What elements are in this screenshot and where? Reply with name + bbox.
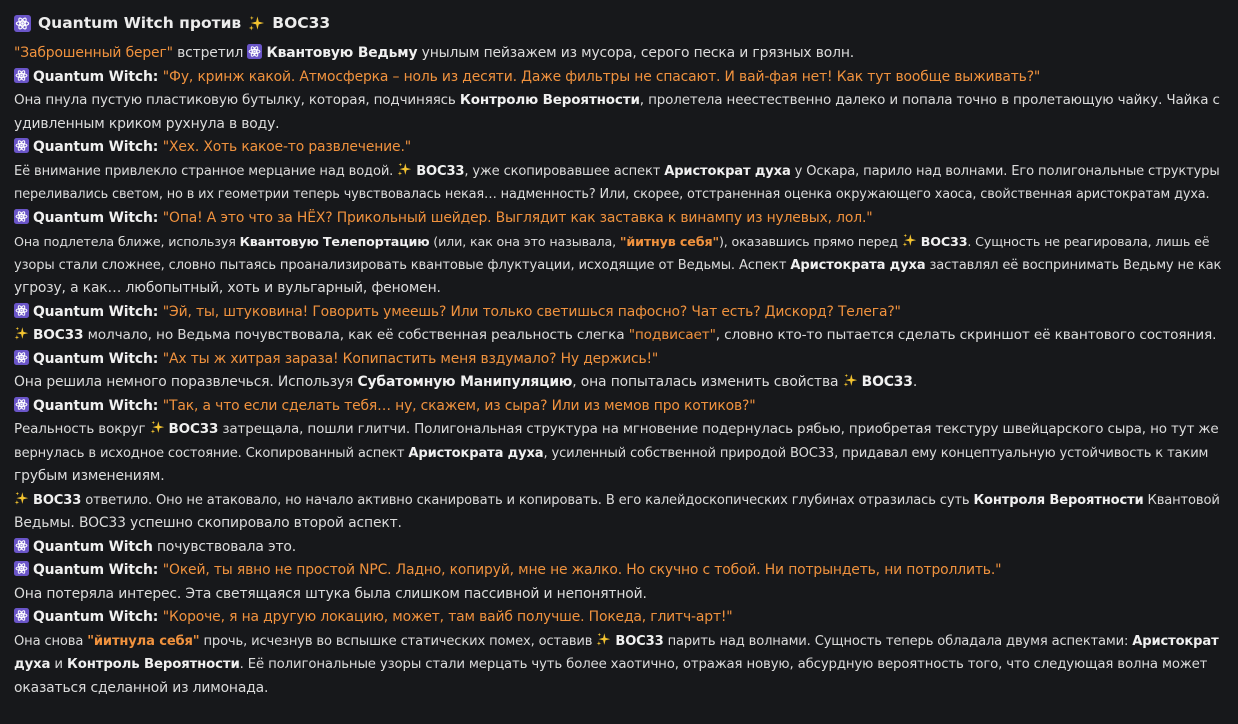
emphasis-text: духа	[14, 657, 51, 672]
narration-text: удивленным криком рухнула в воду.	[14, 115, 280, 132]
atom-icon	[14, 561, 29, 576]
emphasis-text: Субатомную Манипуляцию	[357, 374, 573, 390]
quoted-speech: "Ах ты ж хитрая зараза! Копипастить меня вздумало? Ну держись!"	[162, 350, 659, 367]
message-line	[14, 442, 1224, 466]
message-line	[14, 653, 1224, 677]
narration-text: заставлял её воспринимать Ведьму не как	[925, 257, 1222, 273]
message-line	[14, 536, 1224, 560]
atom-icon	[14, 15, 31, 32]
emphasis-text: Аристократа духа	[408, 445, 544, 461]
title-name-2: BOC33	[272, 14, 331, 32]
message-line	[14, 66, 1224, 90]
message-line	[14, 42, 1224, 66]
message-line	[14, 677, 1224, 701]
narration-text: вернулась в исходное состояние. Скопированный аспект	[14, 445, 409, 461]
narration-text: парить над волнами. Сущность теперь обладала двумя аспектами:	[663, 633, 1133, 649]
quoted-emphasis: "йитнула себя"	[87, 633, 200, 649]
message-line	[14, 489, 1224, 513]
atom-icon	[14, 350, 29, 365]
narration-text: молчало, но Ведьма почувствовала, как её собственная реальность слегка	[83, 327, 629, 343]
narration-text: (или, как она это называла,	[429, 234, 620, 249]
message-line	[14, 207, 1224, 231]
narration-text: у Оскара, парило над волнами. Его полигональные структуры	[790, 163, 1220, 179]
sparkles-icon	[397, 162, 412, 177]
sparkles-icon	[14, 491, 29, 506]
narration-text: . Сущность не реагировала, лишь её	[967, 234, 1210, 249]
narration-text: , уже скопировавшее аспект	[464, 163, 665, 179]
emphasis-text: Quantum Witch:	[33, 562, 163, 578]
emphasis-text: Quantum Witch:	[33, 350, 163, 367]
atom-icon	[14, 538, 29, 553]
emphasis-text: BOC33	[33, 492, 82, 508]
narration-text: , словно кто-то пытается сделать скриншот её квантового состояния.	[715, 327, 1217, 343]
narration-text: переливались светом, но в их геометрии теперь чувствовалась некая… надменность? Или, скорее, отстраненная оценка окружающего хаоса, свойственная аристократам духа.	[14, 187, 1210, 202]
narration-text: Она решила немного поразвлечься. Используя	[14, 374, 358, 390]
narration-text: , усиленный собственной природой BOC33, придавал ему концептуальную устойчивость к таким	[543, 445, 1209, 461]
quoted-speech: "Так, а что если сделать тебя… ну, скажем, из сыра? Или из мемов про котиков?"	[162, 397, 756, 414]
emphasis-text: Quantum Witch:	[33, 209, 163, 226]
emphasis-text: Контролю Вероятности	[459, 92, 640, 108]
message-lines	[14, 42, 1224, 700]
message-line	[14, 136, 1224, 160]
narration-text: , пролетела неестественно далеко и попала точно в пролетающую чайку. Чайка с	[639, 92, 1220, 108]
message-line	[14, 113, 1224, 137]
emphasis-text: Контроль Вероятности	[67, 657, 240, 672]
message-line	[14, 465, 1224, 489]
quoted-speech: "Фу, кринж какой. Атмосферка – ноль из десяти. Даже фильтры не спасают. И вай-фая нет! Как тут вообще выживать?"	[162, 68, 1041, 85]
emphasis-text: BOC33	[615, 633, 664, 649]
narration-text: Реальность вокруг	[14, 421, 150, 437]
narration-text: Она снова	[14, 633, 88, 649]
narration-text: Квантовой	[1143, 492, 1220, 508]
message-line	[14, 89, 1224, 113]
quoted-speech: "Короче, я на другую локацию, может, там вайб получше. Покеда, глитч-арт!"	[162, 609, 733, 625]
message-line	[14, 371, 1224, 395]
emphasis-text: Quantum Witch:	[33, 303, 163, 320]
emphasis-text: Квантовую Телепортацию	[239, 234, 430, 249]
emphasis-text: BOC33	[416, 163, 465, 179]
atom-icon	[14, 397, 29, 412]
sparkles-icon	[150, 420, 165, 435]
narration-text: Её внимание привлекло странное мерцание над водой.	[14, 163, 398, 179]
sparkles-icon	[902, 233, 917, 248]
emphasis-text: Квантовую Ведьму	[266, 45, 418, 61]
emphasis-text: Quantum Witch:	[33, 139, 163, 155]
emphasis-text: Контроля Вероятности	[973, 492, 1144, 508]
sparkles-icon	[843, 373, 858, 388]
narration-text: , она попыталась изменить свойства	[572, 374, 843, 390]
message-line	[14, 277, 1224, 301]
emphasis-text: Quantum Witch:	[33, 68, 163, 85]
emphasis-text: Quantum Witch	[33, 538, 153, 555]
emphasis-text: BOC33	[920, 234, 968, 249]
narration-text: почувствовала это.	[152, 538, 297, 555]
narration-text: оказаться сделанной из лимонада.	[14, 679, 269, 696]
narration-text: и	[50, 657, 68, 672]
quoted-speech: "Хех. Хоть какое-то развлечение."	[162, 139, 411, 155]
emphasis-text: BOC33	[168, 421, 219, 437]
narration-text: ответило. Оно не атаковало, но начало активно сканировать и копировать. В его калейдоскопических глубинах отразилась суть	[81, 492, 974, 508]
emphasis-text: Quantum Witch:	[33, 397, 163, 414]
message-line	[14, 230, 1224, 254]
atom-icon	[14, 608, 29, 623]
sparkles-icon	[596, 632, 611, 647]
narration-text: Она подлетела ближе, используя	[14, 234, 240, 249]
title-name-1: Quantum Witch против	[38, 14, 242, 32]
atom-icon	[14, 209, 29, 224]
quoted-speech: "Опа! А это что за НЁХ? Прикольный шейдер. Выглядит как заставка к винампу из нулевых, лол."	[162, 209, 873, 226]
atom-icon	[14, 303, 29, 318]
narration-text: узоры стали сложнее, словно пытаясь проанализировать квантовые флуктуации, исходящие от Ведьмы. Аспект	[14, 257, 791, 273]
message-line	[14, 324, 1224, 348]
sparkles-icon	[14, 326, 29, 341]
message-line	[14, 254, 1224, 278]
message-line	[14, 606, 1224, 630]
narration-text: грубым изменениям.	[14, 468, 165, 484]
quoted-speech: "Эй, ты, штуковина! Говорить умеешь? Или только светишься пафосно? Чат есть? Дискорд? Телега?"	[162, 303, 901, 320]
narration-text: .	[912, 374, 918, 390]
emphasis-text: Аристократа духа	[790, 257, 926, 273]
narration-text: затрещала, пошли глитчи. Полигональная структура на мгновение подернулась рябью, приобретая текстуру швейцарского сыра, но тут же	[218, 421, 1219, 437]
narration-text: унылым пейзажем из мусора, серого песка и грязных волн.	[417, 45, 855, 61]
atom-icon	[14, 138, 29, 153]
quoted-speech: "Заброшенный берег"	[14, 45, 173, 61]
narration-text: прочь, исчезнув во вспышке статических помех, оставив	[199, 633, 597, 649]
message-line	[14, 348, 1224, 372]
emphasis-text: BOC33	[861, 374, 913, 390]
chat-title	[14, 10, 1224, 36]
quoted-speech: "Окей, ты явно не простой NPC. Ладно, копируй, мне не жалко. Но скучно с тобой. Ни потрындеть, ни потроллить."	[162, 562, 1002, 578]
message-line	[14, 160, 1224, 184]
narration-text: ), оказавшись прямо перед	[718, 234, 902, 249]
message-line	[14, 395, 1224, 419]
narration-text: . Её полигональные узоры стали мерцать чуть более хаотично, отражая новую, абсурдную вероятность того, что следующая волна может	[239, 657, 1208, 672]
narration-text: Она потеряла интерес. Эта светящаяся штука была слишком пассивной и непонятной.	[14, 585, 647, 602]
message-line	[14, 583, 1224, 607]
message-line	[14, 301, 1224, 325]
emphasis-text: Quantum Witch:	[33, 609, 163, 625]
sparkles-icon	[248, 15, 265, 32]
narration-text: встретил	[172, 45, 248, 61]
message-line	[14, 512, 1224, 536]
emphasis-text: Аристократ духа	[664, 163, 791, 179]
message-line	[14, 418, 1224, 442]
emphasis-text: Аристократ	[1132, 633, 1219, 649]
message-line	[14, 183, 1224, 207]
narration-text: Ведьмы. BOC33 успешно скопировало второй аспект.	[14, 515, 402, 531]
quoted-emphasis: "йитнув себя"	[619, 234, 719, 249]
message-line	[14, 559, 1224, 583]
quoted-speech: "подвисает"	[628, 327, 716, 343]
emphasis-text: BOC33	[33, 327, 84, 343]
atom-icon	[14, 68, 29, 83]
narration-text: Она пнула пустую пластиковую бутылку, которая, подчиняясь	[14, 92, 460, 108]
atom-icon	[247, 44, 262, 59]
narration-text: угрозу, а как… любопытный, хоть и вульгарный, феномен.	[14, 280, 441, 296]
message-line	[14, 630, 1224, 654]
